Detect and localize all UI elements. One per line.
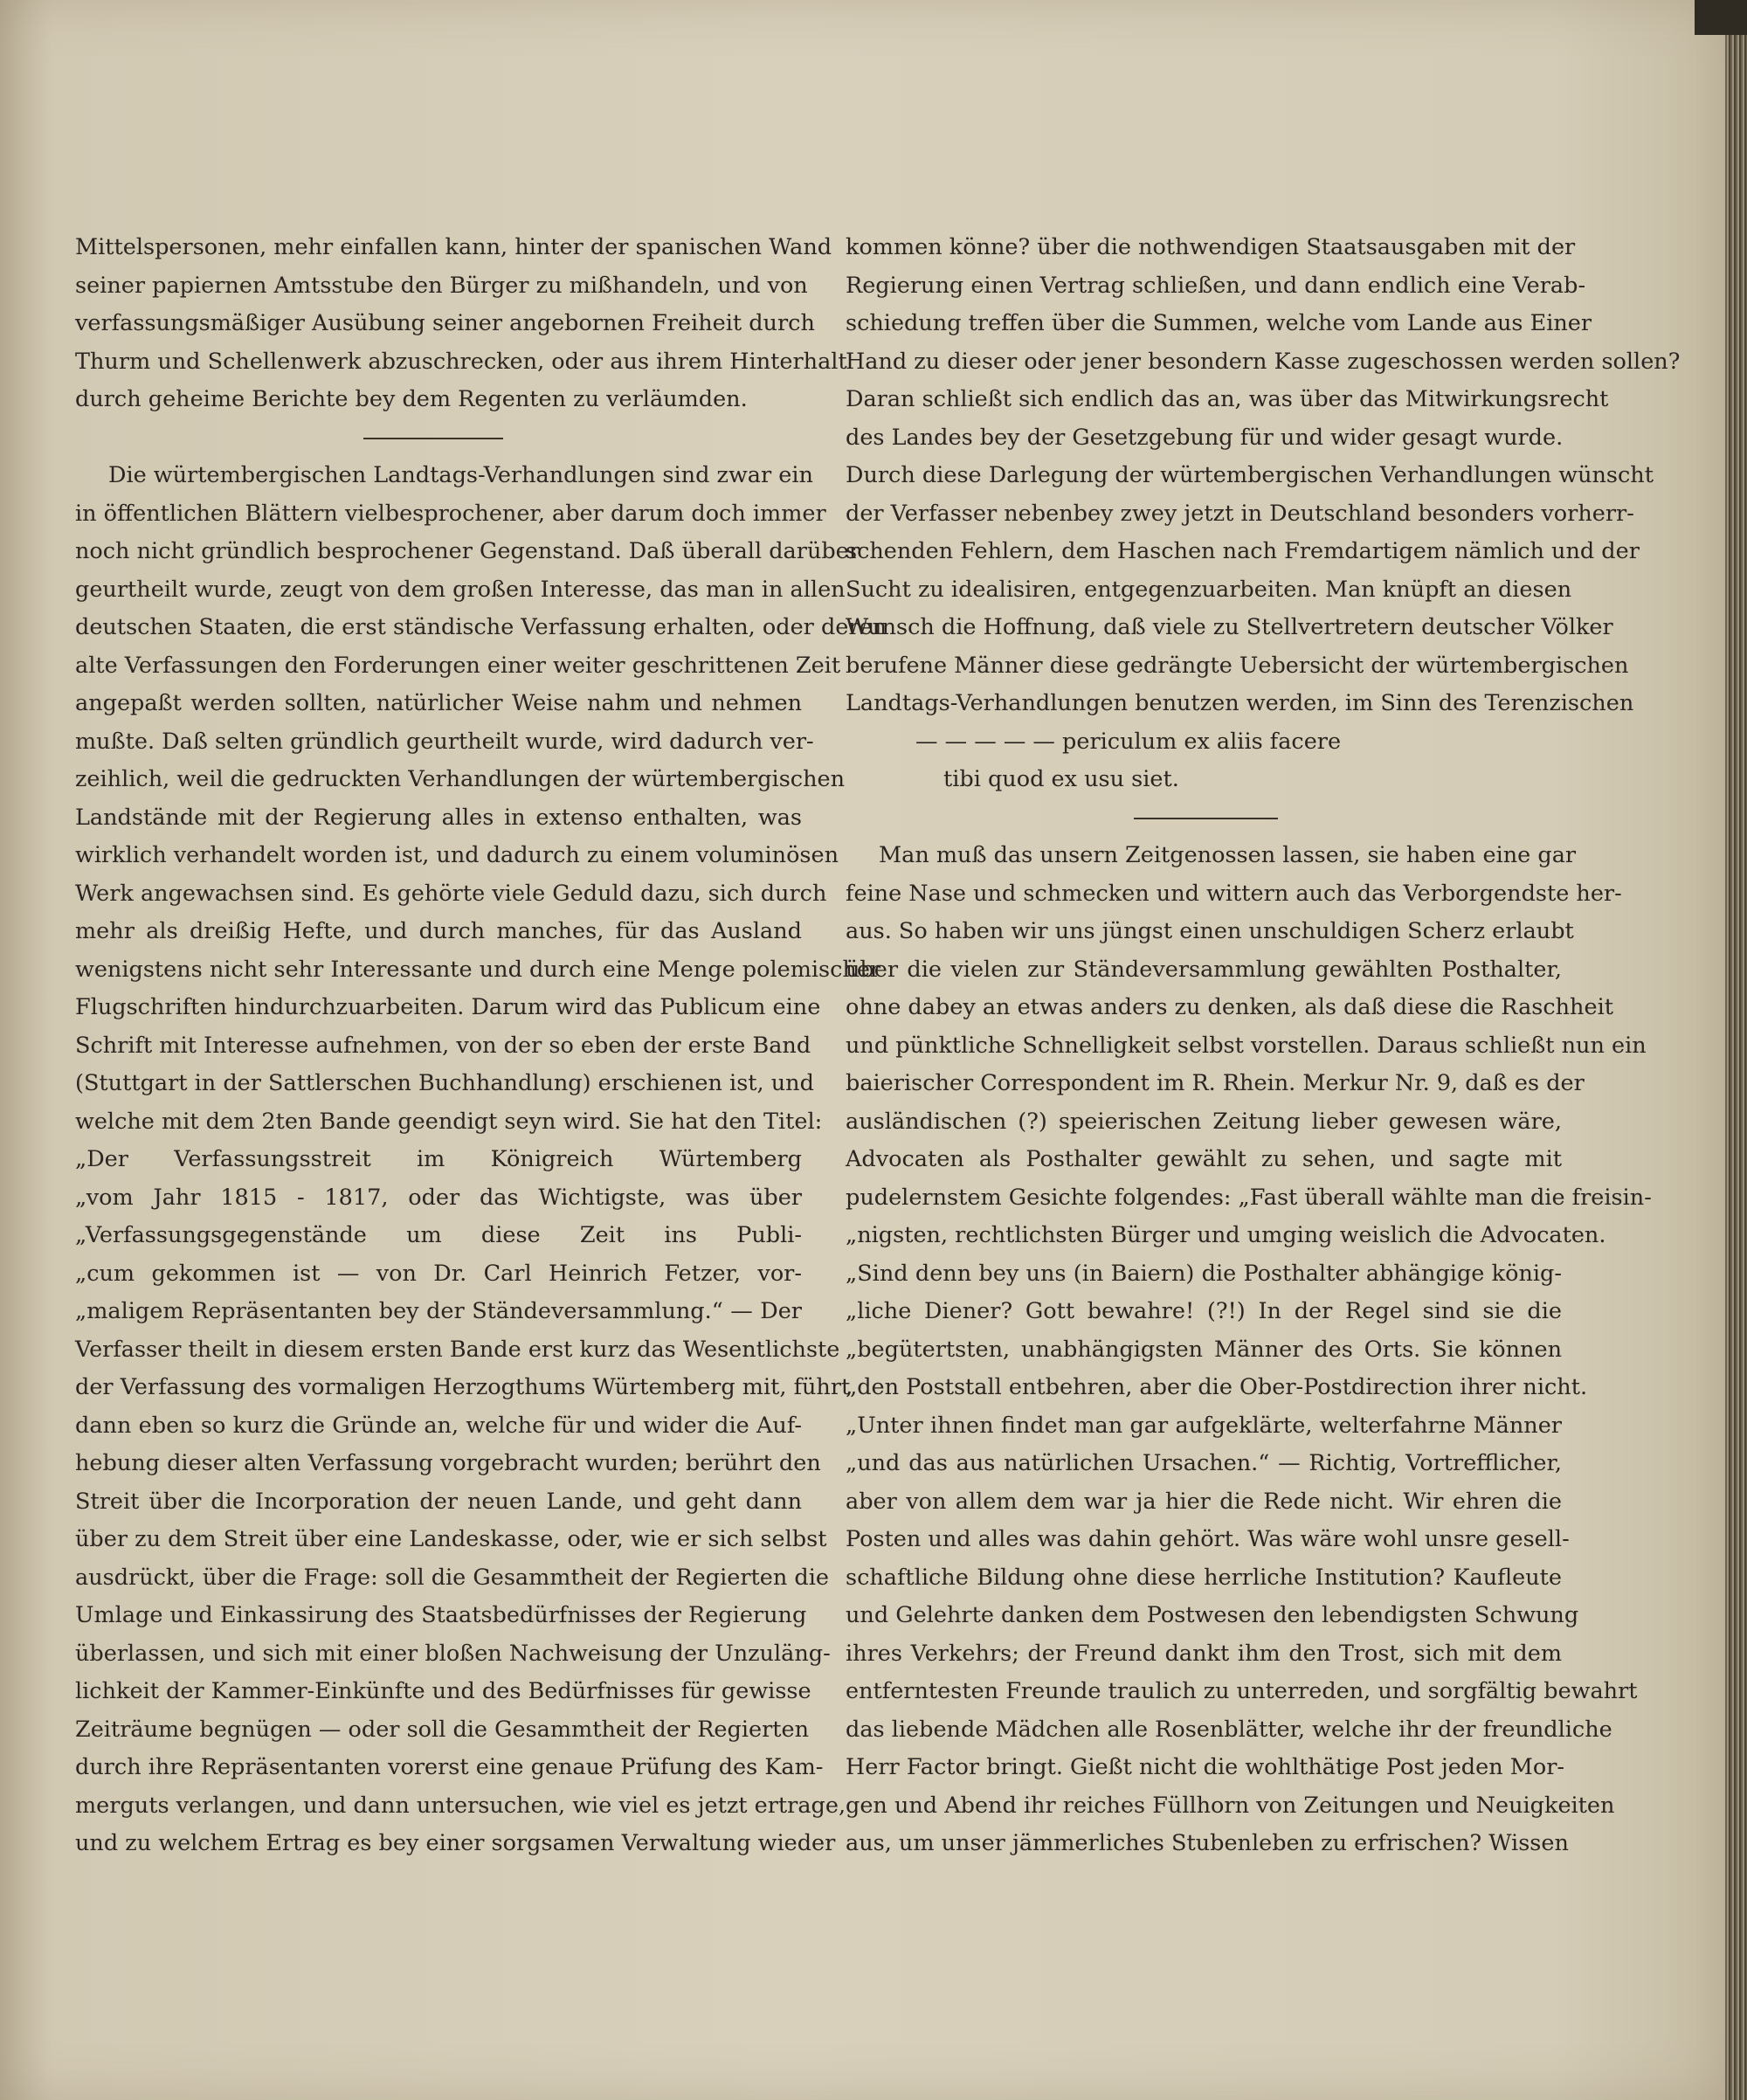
text-line: „Sind denn bey uns (in Baiern) die Posthalter abhängige könig- [846,1260,1562,1287]
right-column [846,229,1681,1863]
left-column [75,229,887,1863]
text-line: pudelernstem Gesichte folgendes: „Fast überall wählte man die freisin- [846,1184,1652,1211]
text-line: „Unter ihnen findet man gar aufgeklärte, welterfahrne Männer [846,1412,1562,1439]
section-divider [846,799,1562,838]
text-line: hebung dieser alten Verfassung vorgebracht wurden; berührt den [75,1450,821,1476]
text-line: Advocaten als Posthalter gewählt zu sehen, und sagte mit [846,1146,1562,1172]
text-line: kommen könne? über die nothwendigen Staatsausgaben mit der [846,234,1576,260]
text-line: deutschen Staaten, die erst ständische Verfassung erhalten, oder deren [75,614,887,640]
text-line: Wunsch die Hoffnung, daß viele zu Stellvertretern deutscher Völker [846,614,1613,640]
page-stack-edge [1725,0,1747,2100]
text-line: in öffentlichen Blättern vielbesprochener, aber darum doch immer [75,500,826,527]
text-line: Zeiträume begnügen — oder soll die Gesammtheit der Regierten [75,1716,810,1743]
text-line: Mittelspersonen, mehr einfallen kann, hinter der spanischen Wand [75,234,832,260]
text-line: ohne dabey an etwas anders zu denken, als daß diese die Raschheit [846,994,1613,1020]
text-line: „maligem Repräsentanten bey der Ständeversammlung.“ — Der [75,1298,802,1324]
text-line: Man muß das unsern Zeitgenossen lassen, sie haben eine gar [879,842,1577,868]
latin-quote [846,723,1562,799]
text-line: schaftliche Bildung ohne diese herrliche Institution? Kaufleute [846,1564,1562,1591]
text-line: Daran schließt sich endlich das an, was über das Mitwirkungsrecht [846,386,1609,412]
text-line: „nigsten, rechtlichsten Bürger und umging weislich die Advocaten. [846,1222,1606,1248]
text-line: gen und Abend ihr reiches Füllhorn von Zeitungen und Neuigkeiten [846,1792,1615,1819]
text-line: und zu welchem Ertrag es bey einer sorgsamen Verwaltung wieder [75,1830,836,1856]
text-line: Hand zu dieser oder jener besondern Kasse zugeschossen werden sollen? [846,348,1681,375]
text-line: Streit über die Incorporation der neuen Lande, und geht dann [75,1488,802,1515]
text-line: geurtheilt wurde, zeugt von dem großen Interesse, das man in allen [75,576,846,603]
book-title-line: „Verfassungsgegenstände um diese Zeit ins Publi- [75,1222,802,1248]
text-line: mehr als dreißig Hefte, und durch manches, für das Ausland [75,918,802,944]
text-line: Schrift mit Interesse aufnehmen, von der so eben der erste Band [75,1032,811,1059]
text-line: schenden Fehlern, dem Haschen nach Fremdartigem nämlich und der [846,538,1640,564]
text-line: Sucht zu idealisiren, entgegenzuarbeiten. Man knüpft an diesen [846,576,1572,603]
text-line: Thurm und Schellenwerk abzuschrecken, oder aus ihrem Hinterhalt [75,348,847,375]
text-line: angepaßt werden sollten, natürlicher Weise nahm und nehmen [75,690,802,716]
left-paragraph-2 [75,457,887,1863]
text-line: wenigstens nicht sehr Interessante und durch eine Menge polemischer [75,956,881,983]
text-line: durch geheime Berichte bey dem Regenten zu verläumden. [75,386,748,412]
text-line: Landstände mit der Regierung alles in extenso enthalten, was [75,804,802,831]
text-line: der Verfasser nebenbey zwey jetzt in Deutschland besonders vorherr- [846,500,1634,527]
text-line: seiner papiernen Amtsstube den Bürger zu mißhandeln, und von [75,272,808,299]
text-line: des Landes bey der Gesetzgebung für und wider gesagt wurde. [846,424,1564,451]
text-line: Umlage und Einkassirung des Staatsbedürfnisses der Regierung [75,1602,807,1628]
book-title-line: „cum gekommen ist — von Dr. Carl Heinrich Fetzer, vor- [75,1260,802,1287]
book-title-line: „Der Verfassungsstreit im Königreich Würtemberg [75,1146,802,1172]
quote-line: tibi quod ex usu siet. [943,766,1179,792]
text-line: berufene Männer diese gedrängte Uebersicht der würtembergischen [846,652,1629,679]
text-line: Verfasser theilt in diesem ersten Bande erst kurz das Wesentlichste [75,1336,840,1363]
text-line: durch ihre Repräsentanten vorerst eine genaue Prüfung des Kam- [75,1754,824,1780]
text-line: aber von allem dem war ja hier die Rede nicht. Wir ehren die [846,1488,1562,1515]
text-line: schiedung treffen über die Summen, welche vom Lande aus Einer [846,310,1592,336]
text-line: „und das aus natürlichen Ursachen.“ — Richtig, Vortrefflicher, [846,1450,1562,1476]
text-line: „den Poststall entbehren, aber die Ober-Postdirection ihrer nicht. [846,1374,1588,1400]
right-paragraph-1 [846,229,1681,723]
text-line: Herr Factor bringt. Gießt nicht die wohlthätige Post jeden Mor- [846,1754,1565,1780]
text-line: der Verfassung des vormaligen Herzogthums Würtemberg mit, führt [75,1374,851,1400]
text-line: Flugschriften hindurchzuarbeiten. Darum wird das Publicum eine [75,994,821,1020]
text-line: „liche Diener? Gott bewahre! (?!) In der Regel sind sie die [846,1298,1562,1324]
left-paragraph-1 [75,229,847,419]
text-line: über zu dem Streit über eine Landeskasse, oder, wie er sich selbst [75,1526,827,1552]
text-line: Posten und alles was dahin gehört. Was wäre wohl unsre gesell- [846,1526,1570,1552]
text-line: aus, um unser jämmerliches Stubenleben zu erfrischen? Wissen [846,1830,1569,1856]
text-line: feine Nase und schmecken und wittern auch das Verborgendste her- [846,880,1622,907]
text-line: ihres Verkehrs; der Freund dankt ihm den Trost, sich mit dem [846,1640,1562,1667]
section-divider [75,419,802,458]
text-line: und Gelehrte danken dem Postwesen den lebendigsten Schwung [846,1602,1579,1628]
text-line: Durch diese Darlegung der würtembergischen Verhandlungen wünscht [846,462,1654,488]
text-line: alte Verfassungen den Forderungen einer weiter geschrittenen Zeit [75,652,841,679]
text-line: merguts verlangen, und dann untersuchen, wie viel es jetzt ertrage, [75,1792,846,1819]
text-line: und pünktliche Schnelligkeit selbst vorstellen. Daraus schließt nun ein [846,1032,1647,1059]
text-line: verfassungsmäßiger Ausübung seiner angebornen Freiheit durch [75,310,815,336]
text-line: über die vielen zur Ständeversammlung gewählten Posthalter, [846,956,1562,983]
text-line: überlassen, und sich mit einer bloßen Nachweisung der Unzuläng- [75,1640,831,1667]
text-line: „begütertsten, unabhängigsten Männer des Orts. Sie können [846,1336,1562,1363]
right-paragraph-2 [846,837,1652,1863]
text-line: wirklich verhandelt worden ist, und dadurch zu einem voluminösen [75,842,839,868]
text-line: ausdrückt, über die Frage: soll die Gesammtheit der Regierten die [75,1564,829,1591]
book-cover-corner [1695,0,1747,35]
text-line: zeihlich, weil die gedruckten Verhandlungen der würtembergischen [75,766,846,792]
quote-line: — — — — — periculum ex aliis facere [915,728,1342,755]
text-line: noch nicht gründlich besprochener Gegenstand. Daß überall darüber [75,538,860,564]
text-line: Werk angewachsen sind. Es gehörte viele Geduld dazu, sich durch [75,880,827,907]
text-line: Die würtembergischen Landtags-Verhandlungen sind zwar ein [108,462,813,488]
text-line: Landtags-Verhandlungen benutzen werden, im Sinn des Terenzischen [846,690,1634,716]
text-line: ausländischen (?) speierischen Zeitung lieber gewesen wäre, [846,1108,1562,1135]
text-line: das liebende Mädchen alle Rosenblätter, welche ihr der freundliche [846,1716,1612,1743]
text-line: lichkeit der Kammer-Einkünfte und des Bedürfnisses für gewisse [75,1678,811,1704]
text-line: (Stuttgart in der Sattlerschen Buchhandlung) erschienen ist, und [75,1070,814,1096]
text-line: aus. So haben wir uns jüngst einen unschuldigen Scherz erlaubt [846,918,1574,944]
text-line: Regierung einen Vertrag schließen, und dann endlich eine Verab- [846,272,1586,299]
book-title-line: „vom Jahr 1815 - 1817, oder das Wichtigste, was über [75,1184,802,1211]
text-line: mußte. Daß selten gründlich geurtheilt wurde, wird dadurch ver- [75,728,814,755]
text-line: entferntesten Freunde traulich zu unterreden, und sorgfältig bewahrt [846,1678,1638,1704]
text-line: welche mit dem 2ten Bande geendigt seyn wird. Sie hat den Titel: [75,1108,823,1135]
text-line: dann eben so kurz die Gründe an, welche für und wider die Auf- [75,1412,802,1439]
text-line: baierischer Correspondent im R. Rhein. Merkur Nr. 9, daß es der [846,1070,1585,1096]
